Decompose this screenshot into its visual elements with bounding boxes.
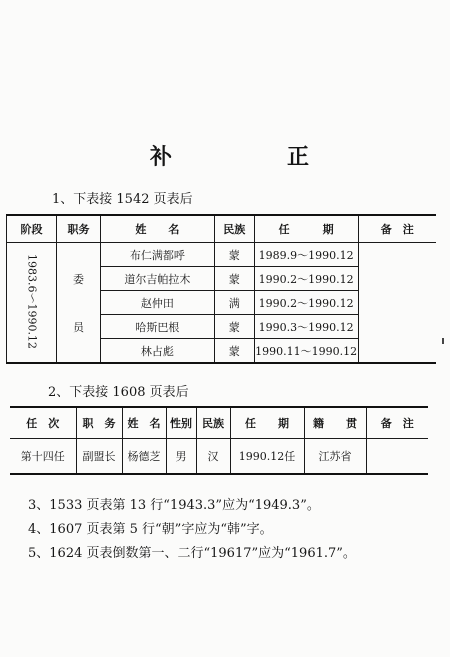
- remarks-cell: [366, 439, 428, 475]
- gender-cell: 男: [166, 439, 196, 475]
- name-cell: 杨德芝: [122, 439, 166, 475]
- header-name: 姓 名: [122, 407, 166, 439]
- header-remarks: 备 注: [366, 407, 428, 439]
- duty-cell-top: 委: [56, 243, 100, 315]
- title-char-2: 正: [286, 144, 310, 170]
- term-cell: 1990.11～1990.12: [254, 339, 358, 364]
- header-term: 任 期: [254, 215, 358, 243]
- header-term: 任 期: [230, 407, 304, 439]
- table-row: [7, 243, 437, 267]
- header-duty: 职 务: [76, 407, 122, 439]
- ethnicity-cell: 蒙: [214, 339, 254, 364]
- term-cell: 1990.3～1990.12: [254, 315, 358, 339]
- header-origin: 籍 贯: [304, 407, 366, 439]
- header-name: 姓 名: [100, 215, 214, 243]
- correction-note-4: 4、1607 页表第 5 行“朝”字应为“韩”字。: [28, 522, 273, 537]
- leader-table: [10, 406, 428, 475]
- term-cell: 1990.12任: [230, 439, 304, 475]
- name-cell: 哈斯巴根: [100, 315, 214, 339]
- header-remarks: 备 注: [358, 215, 436, 243]
- ethnicity-cell: 蒙: [214, 243, 254, 267]
- term-cell: 1989.9～1990.12: [254, 243, 358, 267]
- stage-cell: [7, 243, 57, 364]
- name-cell: 林占彪: [100, 339, 214, 364]
- header-ethnicity: 民族: [214, 215, 254, 243]
- term-cell: 1990.2～1990.12: [254, 267, 358, 291]
- ethnicity-cell: 蒙: [214, 267, 254, 291]
- name-cell: 布仁满都呼: [100, 243, 214, 267]
- title-char-1: 补: [150, 144, 174, 170]
- header-ethnicity: 民族: [196, 407, 230, 439]
- section2-caption: 2、下表接 1608 页表后: [48, 385, 189, 400]
- table-row: [10, 439, 428, 475]
- stage-text: 1983.6～1990.12: [25, 253, 39, 349]
- duty-cell-bottom: 员: [56, 315, 100, 364]
- ethnicity-cell: 汉: [196, 439, 230, 475]
- header-tenure-order: 任 次: [10, 407, 76, 439]
- table-header-row: [10, 407, 428, 439]
- ethnicity-cell: 满: [214, 291, 254, 315]
- ethnicity-cell: 蒙: [214, 315, 254, 339]
- correction-note-3: 3、1533 页表第 13 行“1943.3”应为“1949.3”。: [28, 498, 320, 513]
- name-cell: 道尔吉帕拉木: [100, 267, 214, 291]
- header-gender: 性别: [166, 407, 196, 439]
- header-stage: 阶段: [7, 215, 57, 243]
- scan-artifact: [442, 338, 444, 344]
- correction-note-5: 5、1624 页表倒数第一、二行“19617”应为“1961.7”。: [28, 546, 356, 561]
- origin-cell: 江苏省: [304, 439, 366, 475]
- committee-table: [6, 214, 436, 364]
- section1-caption: 1、下表接 1542 页表后: [52, 192, 193, 207]
- tenure-order-cell: 第十四任: [10, 439, 76, 475]
- table-header-row: [7, 215, 437, 243]
- page-title: [150, 140, 310, 171]
- term-cell: 1990.2～1990.12: [254, 291, 358, 315]
- name-cell: 赵仲田: [100, 291, 214, 315]
- remarks-cell: [358, 243, 436, 364]
- duty-cell: 副盟长: [76, 439, 122, 475]
- header-duty: 职务: [56, 215, 100, 243]
